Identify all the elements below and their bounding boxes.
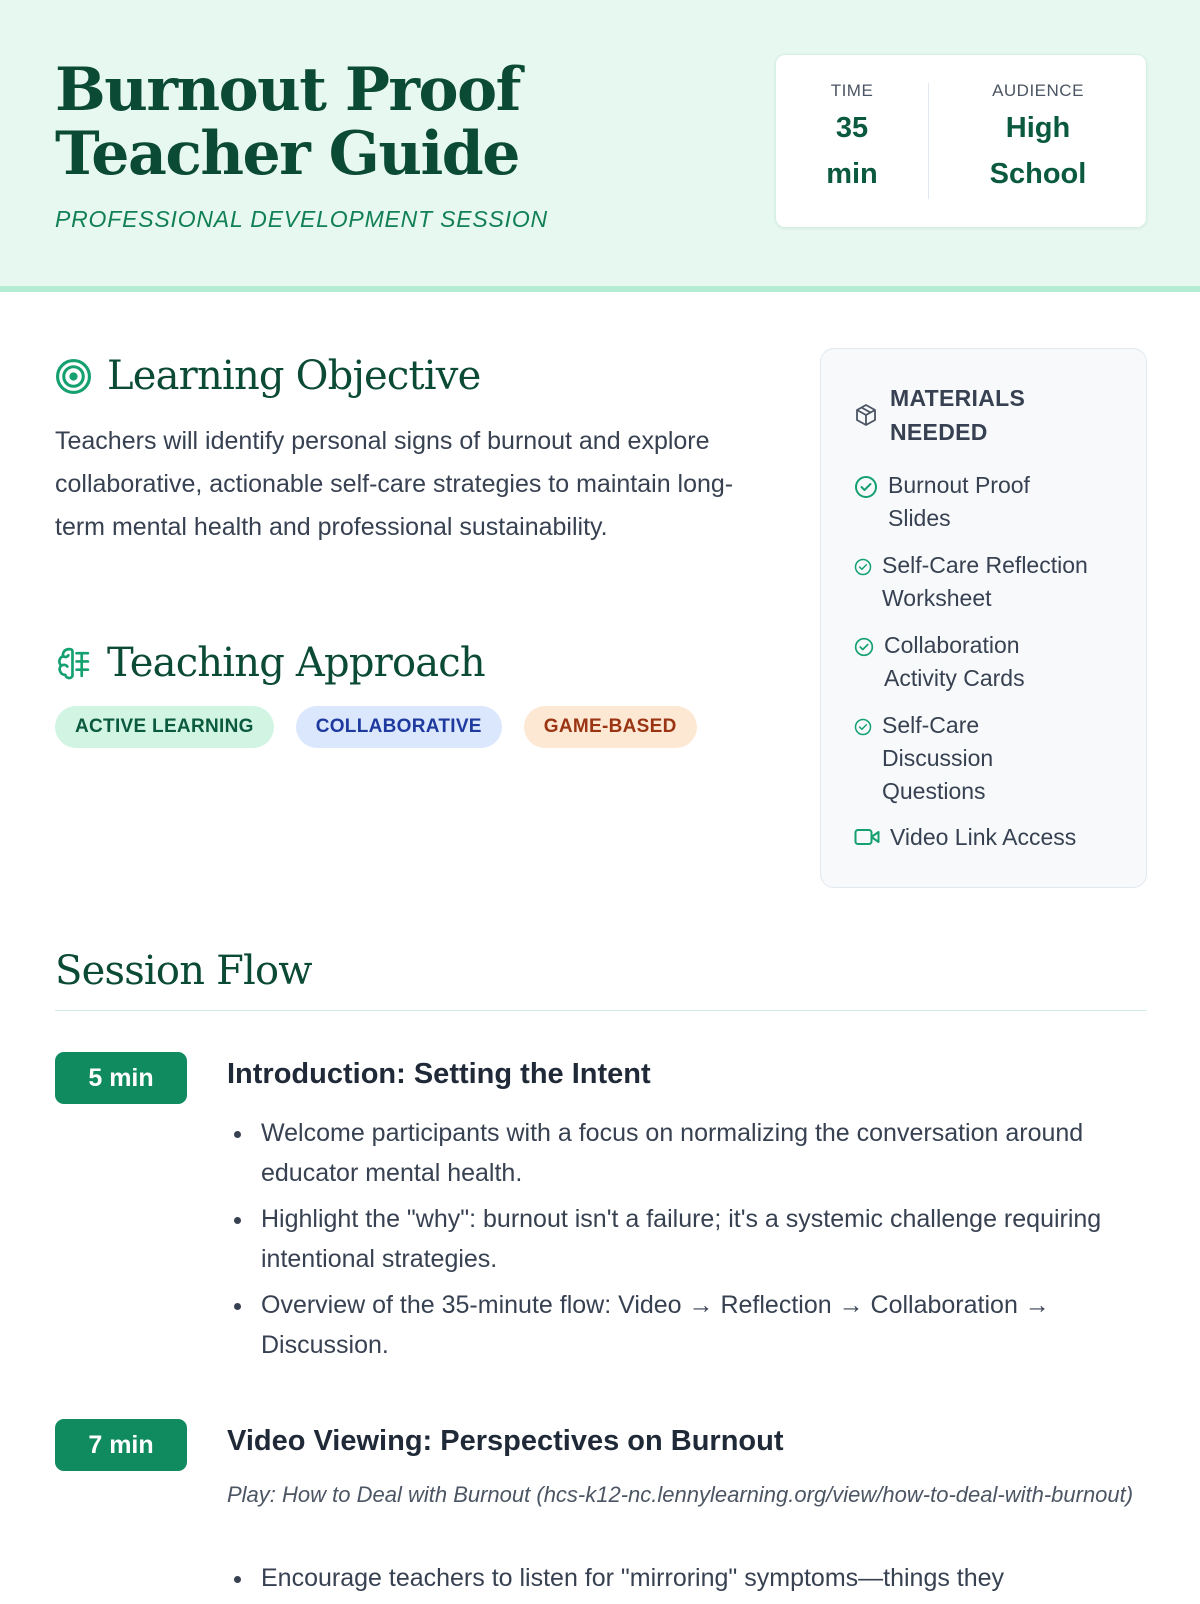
approach-heading-text: Teaching Approach [107, 640, 485, 686]
material-item [854, 821, 1120, 854]
target-icon [55, 358, 92, 395]
material-label: Burnout Proof Slides [888, 472, 1030, 531]
material-label: Self-Care Discussion Questions [882, 712, 994, 804]
objective-heading-text: Learning Objective [107, 353, 481, 399]
tag-active-learning: ACTIVE LEARNING [55, 706, 274, 748]
duration-badge: 7 min [55, 1419, 187, 1471]
objective-heading [55, 353, 480, 399]
duration-badge: 5 min [55, 1052, 187, 1104]
audience-label: AUDIENCE [992, 81, 1084, 100]
audience-value: High School [989, 112, 1087, 190]
video-icon [854, 827, 880, 847]
time-stat [776, 81, 928, 197]
check-circle-icon [854, 637, 874, 657]
step-bullets [227, 1113, 1127, 1371]
brain-icon [55, 645, 92, 682]
material-label: Self-Care Reflection Worksheet [882, 552, 1088, 611]
materials-card [820, 348, 1147, 888]
objective-text: Teachers will identify personal signs of burnout and explore collaborative, actionable self-care strategies to maintain long-term mental health and professional sustainability. [55, 427, 734, 541]
package-icon [854, 403, 878, 427]
materials-heading-text: MATERIALS NEEDED [890, 385, 1026, 445]
list-item: Overview of the 35-minute flow: Video → Reflection → Collaboration → Discussion. [227, 1285, 1127, 1365]
step-bullets [227, 1558, 1127, 1604]
check-circle-icon [854, 718, 872, 736]
approach-tags [55, 706, 697, 748]
tag-collaborative: COLLABORATIVE [296, 706, 502, 748]
step-title: Introduction: Setting the Intent [227, 1058, 651, 1090]
page-title: Burnout Proof Teacher Guide [55, 55, 520, 189]
page-subtitle: PROFESSIONAL DEVELOPMENT SESSION [55, 206, 548, 232]
material-item [854, 469, 1058, 535]
check-circle-icon [854, 475, 878, 499]
list-item: Encourage teachers to listen for "mirroring" symptoms—things they [227, 1558, 1127, 1598]
material-label: Collaboration Activity Cards [884, 632, 1025, 691]
video-note: Play: How to Deal with Burnout (hcs-k12-nc.lennylearning.org/view/how-to-deal-with-burnout) [227, 1482, 1134, 1507]
session-flow-heading: Session Flow [55, 948, 312, 994]
step-title: Video Viewing: Perspectives on Burnout [227, 1425, 784, 1457]
session-stats-card [775, 54, 1147, 228]
approach-heading [55, 640, 485, 686]
check-circle-icon [854, 558, 872, 576]
material-item [854, 629, 1064, 695]
list-item: Highlight the "why": burnout isn't a failure; it's a systemic challenge requiring intentional strategies. [227, 1199, 1127, 1279]
time-label: TIME [830, 81, 874, 100]
tag-game-based: GAME-BASED [524, 706, 697, 748]
header [0, 0, 1200, 292]
divider [55, 1010, 1147, 1011]
material-label: Video Link Access [890, 824, 1077, 850]
material-item [854, 549, 1122, 615]
time-value: 35 min [826, 112, 878, 190]
materials-heading [854, 381, 1050, 449]
list-item: Welcome participants with a focus on normalizing the conversation around educator mental health. [227, 1113, 1127, 1193]
audience-stat [928, 81, 1148, 197]
material-item [854, 709, 1032, 808]
